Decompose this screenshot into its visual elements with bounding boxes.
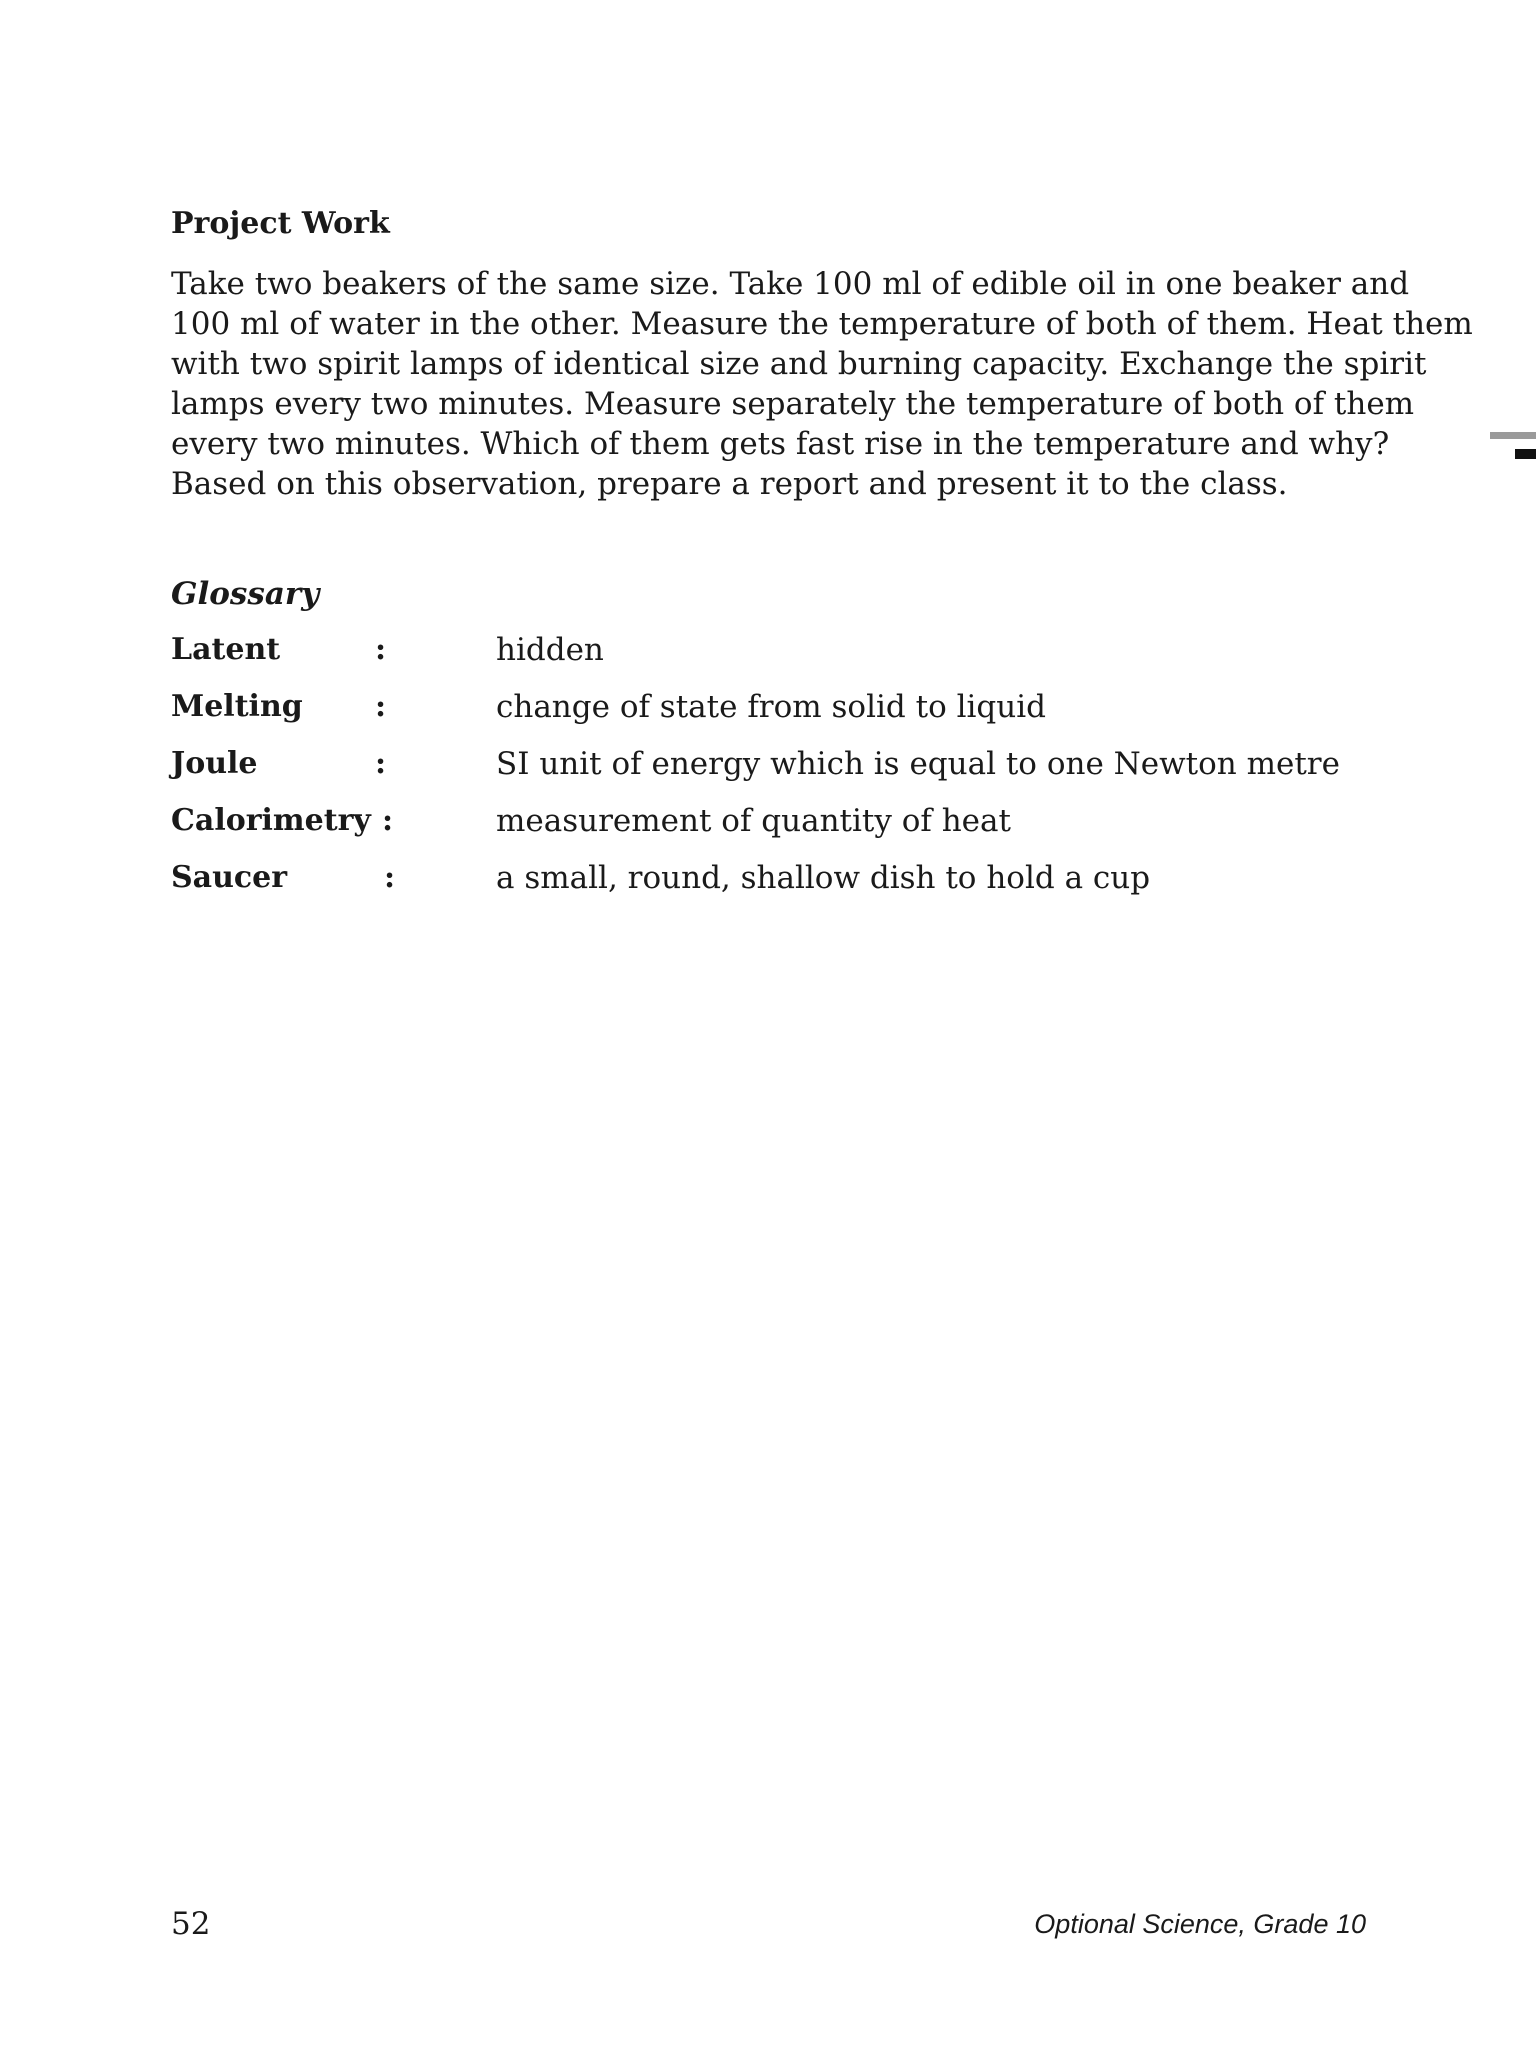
paragraph-line: lamps every two minutes. Measure separately the temperature of both of them	[171, 386, 1415, 422]
glossary-definition: hidden	[496, 632, 604, 668]
glossary-definition: change of state from solid to liquid	[496, 689, 1046, 725]
glossary-definition: SI unit of energy which is equal to one Newton metre	[496, 746, 1340, 782]
glossary-term: Melting	[171, 689, 303, 724]
glossary-term: Saucer	[171, 860, 288, 895]
glossary-separator: :	[384, 860, 396, 895]
glossary-separator: :	[375, 632, 387, 667]
glossary-term: Latent	[171, 632, 281, 667]
glossary-entry-joule	[171, 746, 1371, 803]
paragraph-line: 100 ml of water in the other. Measure the temperature of both of them. Heat them	[171, 306, 1473, 342]
book-title-footer: Optional Science, Grade 10	[1034, 1909, 1366, 1939]
glossary-separator: :	[375, 689, 387, 724]
margin-crop-mark	[1490, 432, 1536, 439]
page-number: 52	[171, 1906, 211, 1942]
glossary-term: Joule	[171, 746, 258, 781]
paragraph-line: with two spirit lamps of identical size and burning capacity. Exchange the spirit	[171, 346, 1427, 382]
project-work-heading: Project Work	[171, 206, 390, 241]
paragraph-line: Based on this observation, prepare a report and present it to the class.	[171, 466, 1288, 502]
glossary-list	[171, 632, 1371, 917]
margin-crop-mark	[1515, 449, 1536, 459]
paragraph-line: every two minutes. Which of them gets fast rise in the temperature and why?	[171, 426, 1390, 462]
glossary-entry-calorimetry	[171, 803, 1371, 860]
glossary-entry-melting	[171, 689, 1371, 746]
project-work-paragraph	[171, 264, 1473, 504]
glossary-term: Calorimetry	[171, 803, 371, 838]
glossary-entry-latent	[171, 632, 1371, 689]
paragraph-line: Take two beakers of the same size. Take 100 ml of edible oil in one beaker and	[171, 266, 1410, 302]
glossary-separator: :	[375, 746, 387, 781]
glossary-definition: measurement of quantity of heat	[496, 803, 1011, 839]
glossary-separator: :	[382, 803, 394, 838]
glossary-heading: Glossary	[171, 576, 320, 612]
glossary-definition: a small, round, shallow dish to hold a cup	[496, 860, 1151, 896]
glossary-entry-saucer	[171, 860, 1371, 917]
